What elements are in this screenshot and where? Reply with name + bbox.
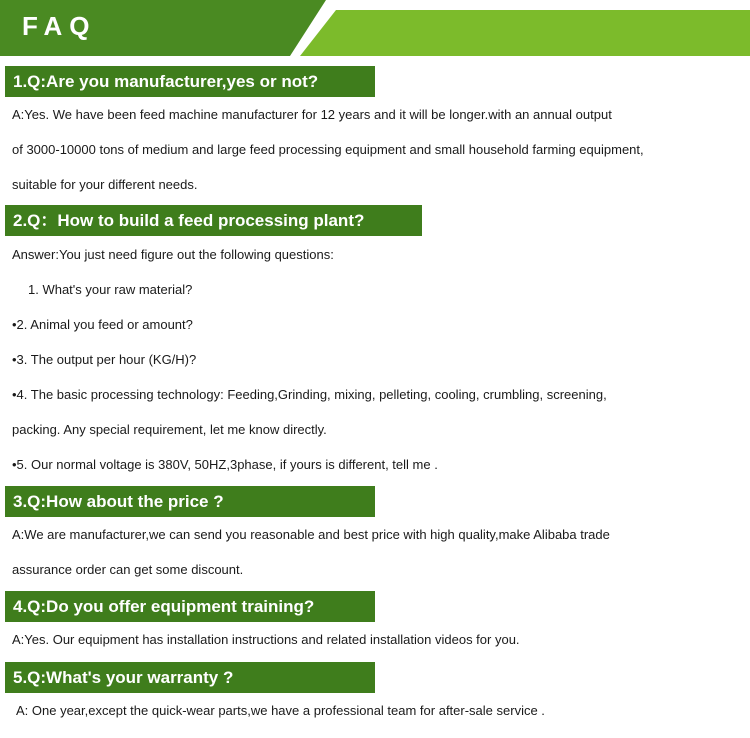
answer-2-line-3: •2. Animal you feed or amount? [12,317,193,332]
question-5-heading: 5.Q:What's your warranty ? [5,662,375,693]
answer-1-line-3: suitable for your different needs. [12,177,198,192]
banner-background [0,0,750,56]
answer-3-line-1: A:We are manufacturer,we can send you reasonable and best price with high quality,make Alibaba trade [12,527,610,542]
answer-2-line-2: 1. What's your raw material? [28,282,193,297]
question-4-heading: 4.Q:Do you offer equipment training? [5,591,375,622]
question-1-heading: 1.Q:Are you manufacturer,yes or not? [5,66,375,97]
answer-1-line-1: A:Yes. We have been feed machine manufacturer for 12 years and it will be longer.with an annual output [12,107,612,122]
faq-banner [0,0,750,56]
answer-2-line-5: •4. The basic processing technology: Feeding,Grinding, mixing, pelleting, cooling, crumbling, screening, [12,387,607,402]
question-2-heading: 2.Q：How to build a feed processing plant? [5,205,422,236]
answer-4-line-1: A:Yes. Our equipment has installation instructions and related installation videos for you. [12,632,520,647]
question-3-heading: 3.Q:How about the price ? [5,486,375,517]
answer-3-line-2: assurance order can get some discount. [12,562,244,577]
banner-light-panel [300,10,750,56]
answer-2-line-7: •5. Our normal voltage is 380V, 50HZ,3phase, if yours is different, tell me . [12,457,438,472]
faq-title: FAQ [22,11,97,41]
answer-2-line-6: packing. Any special requirement, let me know directly. [12,422,327,437]
answer-2-line-1: Answer:You just need figure out the following questions: [12,247,334,262]
answer-5-line-1: A: One year,except the quick-wear parts,we have a professional team for after-sale service . [16,703,545,718]
answer-2-line-4: •3. The output per hour (KG/H)? [12,352,197,367]
answer-1-line-2: of 3000-10000 tons of medium and large feed processing equipment and small household farming equipment, [12,142,644,157]
